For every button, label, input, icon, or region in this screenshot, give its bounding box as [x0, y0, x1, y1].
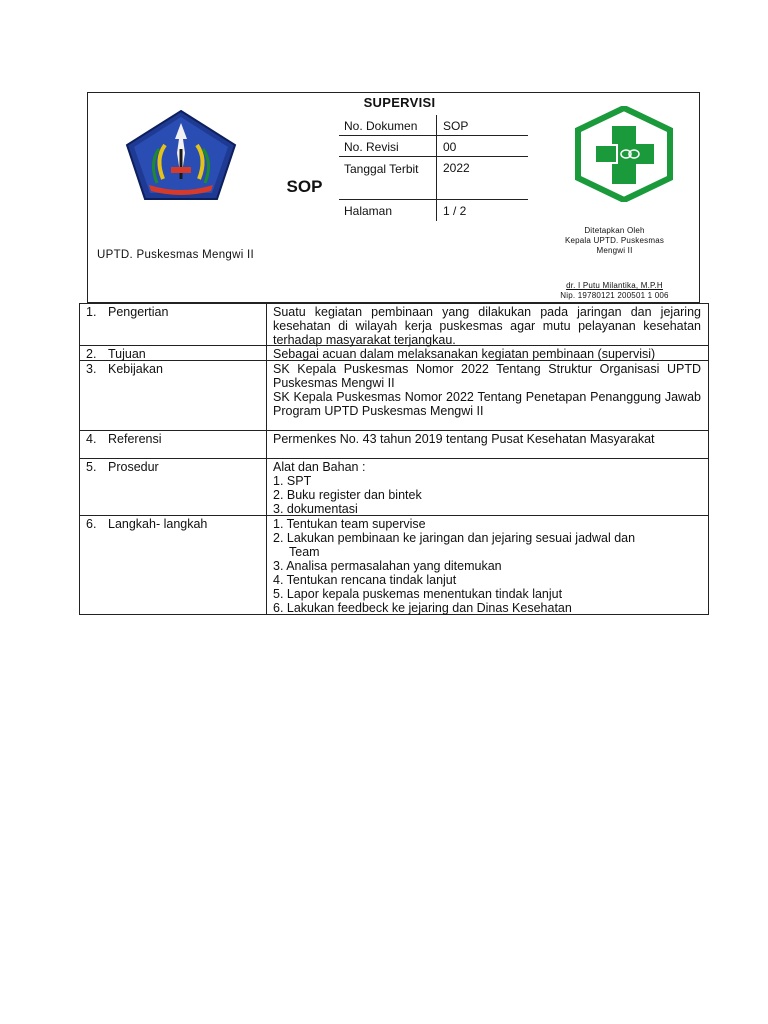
- signature-line-2: Kepala UPTD. Puskesmas: [564, 236, 665, 245]
- list-item-continuation: Team: [289, 545, 320, 559]
- section-referensi: [80, 431, 708, 459]
- section-number: 3.: [86, 362, 97, 376]
- section-label: [80, 459, 267, 515]
- title-cell: [270, 93, 529, 115]
- section-title: Referensi: [108, 432, 162, 446]
- section-label: [80, 516, 267, 614]
- section-kebijakan: [80, 361, 708, 431]
- signature-cell: [529, 222, 700, 303]
- section-text: [267, 459, 708, 516]
- signature-name-block: [529, 281, 700, 301]
- info-key: Halaman: [339, 200, 437, 221]
- info-key: No. Revisi: [339, 136, 437, 156]
- unit-name: UPTD. Puskesmas Mengwi II: [97, 249, 255, 261]
- section-title: Langkah- langkah: [108, 517, 208, 531]
- document-title: SUPERVISI: [363, 95, 436, 110]
- section-label: [80, 361, 267, 430]
- info-row-tanggal-terbit: [339, 157, 528, 200]
- signature-heading: [529, 226, 700, 256]
- policy-line: SK Kepala Puskesmas Nomor 2022 Tentang Struktur Organisasi UPTD Puskesmas Mengwi II: [273, 362, 701, 390]
- list-item: 5. Lapor kepala puskemas menentukan tindak lanjut: [273, 587, 563, 601]
- sop-cell: [270, 115, 339, 222]
- section-label: [80, 431, 267, 458]
- section-number: 4.: [86, 432, 97, 446]
- sop-content-table: [79, 303, 709, 615]
- regency-emblem-icon: [125, 109, 237, 201]
- signatory-name: dr. I Putu Milantika, M.P.H: [566, 281, 663, 290]
- signatory-nip: Nip. 19780121 200501 1 006: [560, 291, 669, 300]
- section-number: 1.: [86, 305, 97, 319]
- sop-label: SOP: [286, 177, 323, 196]
- section-label: [80, 304, 267, 345]
- section-title: Kebijakan: [108, 362, 163, 376]
- section-prosedur: [80, 459, 708, 516]
- list-item: 3. Analisa permasalahan yang ditemukan: [273, 559, 502, 573]
- section-title: Tujuan: [108, 347, 146, 361]
- info-value: 00: [443, 140, 457, 154]
- section-text: [267, 361, 708, 418]
- info-value: SOP: [443, 119, 469, 133]
- section-title: Pengertian: [108, 305, 169, 319]
- left-logo-cell: [88, 93, 270, 222]
- section-title: Prosedur: [108, 460, 159, 474]
- sop-header-table: [87, 92, 700, 303]
- info-row-no-revisi: [339, 136, 528, 157]
- policy-line: SK Kepala Puskesmas Nomor 2022 Tentang Penetapan Penanggung Jawab Program UPTD Puskesmas Mengwi II: [273, 390, 701, 418]
- list-item: 1. Tentukan team supervise: [273, 517, 426, 531]
- list-item: 4. Tentukan rencana tindak lanjut: [273, 573, 457, 587]
- section-text: [267, 516, 708, 615]
- info-value: 1 / 2: [443, 204, 467, 218]
- section-langkah: [80, 516, 708, 614]
- procedure-intro: Alat dan Bahan :: [273, 460, 366, 474]
- list-item: 3. dokumentasi: [273, 502, 358, 516]
- info-row-no-dokumen: [339, 115, 528, 136]
- section-text: Sebagai acuan dalam melaksanakan kegiatan pembinaan (supervisi): [273, 347, 656, 361]
- list-item: 2. Buku register dan bintek: [273, 488, 422, 502]
- section-number: 6.: [86, 517, 97, 531]
- info-value: 2022: [443, 161, 470, 175]
- info-key: No. Dokumen: [339, 115, 437, 135]
- section-text: Permenkes No. 43 tahun 2019 tentang Pusat Kesehatan Masyarakat: [273, 432, 655, 446]
- section-pengertian: [80, 304, 708, 346]
- section-tujuan: [80, 346, 708, 361]
- section-text: Suatu kegiatan pembinaan yang dilakukan pada jaringan dan jejaring kesehatan di wilayah kerja puskesmas agar mutu pelayanan kesehatan terhadap masyarakat terjangkau.: [273, 305, 701, 347]
- signature-line-3: Mengwi II: [596, 246, 633, 255]
- blank-cell: [270, 222, 529, 303]
- section-number: 5.: [86, 460, 97, 474]
- list-item: 1. SPT: [273, 474, 312, 488]
- info-key: Tanggal Terbit: [339, 157, 437, 199]
- document-info: [339, 115, 529, 222]
- right-logo-cell: [529, 93, 700, 222]
- info-row-halaman: [339, 200, 528, 221]
- signature-line-1: Ditetapkan Oleh: [584, 226, 645, 235]
- list-item: 6. Lakukan feedbeck ke jejaring dan Dinas Kesehatan: [273, 601, 572, 615]
- section-number: 2.: [86, 347, 97, 361]
- list-item: 2. Lakukan pembinaan ke jaringan dan jejaring sesuai jadwal dan: [273, 531, 636, 545]
- unit-cell: [88, 222, 270, 303]
- section-label: [80, 346, 267, 360]
- puskesmas-cross-icon: [574, 106, 674, 202]
